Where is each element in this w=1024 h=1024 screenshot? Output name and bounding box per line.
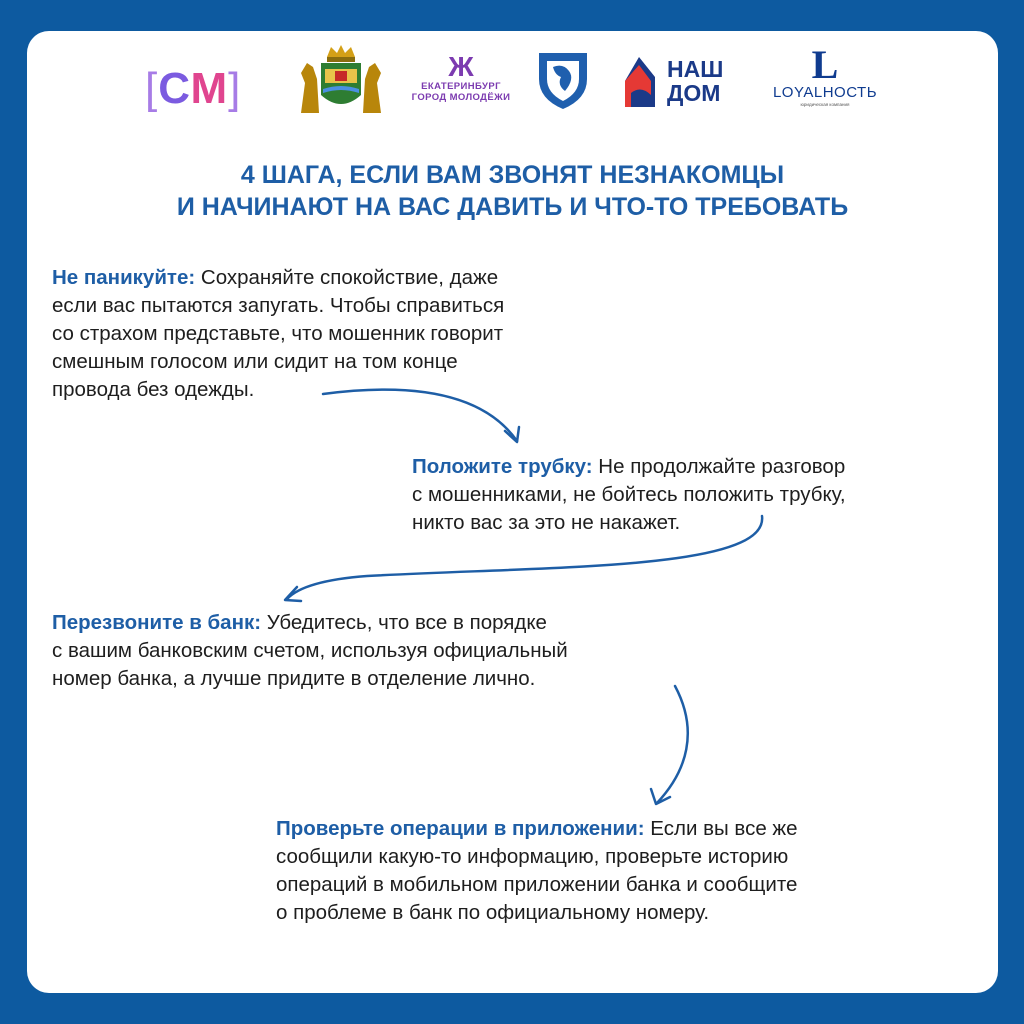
nash-dom-house-icon	[621, 51, 659, 109]
arrow-2-head-icon	[285, 587, 301, 601]
ekaterinburg-youth-logo: Ж ЕКАТЕРИНБУРГ ГОРОД МОЛОДЁЖИ	[411, 51, 511, 103]
step-call-bank: Перезвоните в банк: Убедитесь, что все в порядке с вашим банковским счетом, используя официальный номер банка, а лучше придите в отделение лично.	[52, 611, 568, 690]
partner-logos	[27, 31, 998, 151]
page-title: 4 ШАГА, ЕСЛИ ВАМ ЗВОНЯТ НЕЗНАКОМЦЫ И НАЧИНАЮТ НА ВАС ДАВИТЬ И ЧТО-ТО ТРЕБОВАТЬ	[176, 161, 849, 221]
arrow-3-head-icon	[651, 789, 670, 804]
step-check-operations: Проверьте операции в приложении: Если вы все же сообщили какую-то информацию, проверьте историю операций в мобильном приложении банка и сообщите о проблеме в банк по официальному номеру.	[276, 817, 798, 924]
arrow-1-head-icon	[505, 427, 519, 442]
coat-of-arms-logo	[295, 43, 387, 115]
content-card	[27, 31, 998, 993]
step-dont-panic: Не паникуйте: Сохраняйте спокойствие, даже если вас пытаются запугать. Чтобы справиться со страхом представьте, что мошенник говорит смешным голосом или сидит на том конце провода без одежды.	[52, 266, 505, 401]
sm-logo: [СМ]	[145, 64, 242, 113]
nash-dom-logo-text: НАШ ДОМ	[667, 56, 724, 106]
step-hang-up: Положите трубку: Не продолжайте разговор с мошенниками, не бойтесь положить трубку, никто вас за это не накажет.	[412, 455, 846, 534]
arrow-3-icon	[657, 686, 688, 803]
loyalnost-logo: L LOYALНОСТЬ юридическая компания	[772, 42, 878, 107]
shield-logo	[535, 49, 591, 111]
